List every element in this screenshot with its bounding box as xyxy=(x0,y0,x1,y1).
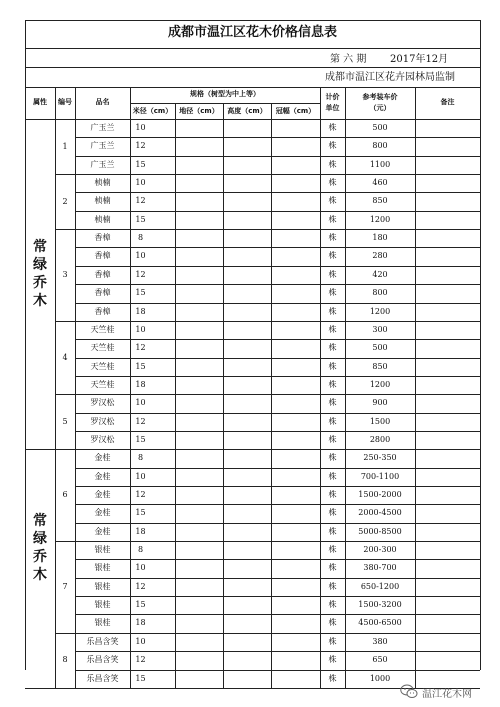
price-unit: 株 xyxy=(328,490,337,499)
item-name: 香樟 xyxy=(94,251,111,261)
item-name: 天竺桂 xyxy=(90,343,115,353)
item-name: 香樟 xyxy=(94,288,111,298)
price-unit: 株 xyxy=(328,581,337,591)
grid-hline xyxy=(75,339,480,340)
issue-date: 2017年12月 xyxy=(390,54,449,65)
price-unit: 株 xyxy=(328,526,337,536)
item-number: 4 xyxy=(62,352,68,362)
price-value: 1500 xyxy=(369,416,391,426)
price-unit: 株 xyxy=(328,123,337,132)
grid-hline xyxy=(55,174,75,175)
grid-vline xyxy=(130,87,131,688)
spec-diameter: 12 xyxy=(135,416,146,426)
spec-diameter: 12 xyxy=(135,581,146,591)
price-value: 1000 xyxy=(369,673,391,683)
price-value: 200-300 xyxy=(363,545,397,555)
price-unit: 株 xyxy=(328,508,337,518)
header-attribute: 属性 xyxy=(33,98,47,106)
item-name: 金桂 xyxy=(94,490,111,499)
item-name: 银桂 xyxy=(94,618,111,628)
grid-hline xyxy=(75,633,480,634)
price-value: 1500-3200 xyxy=(358,600,402,610)
grid-hline xyxy=(130,103,320,104)
grid-hline xyxy=(75,229,480,230)
price-value: 460 xyxy=(372,178,388,188)
spec-diameter: 8 xyxy=(137,453,144,463)
price-unit: 株 xyxy=(328,324,337,334)
item-name: 天竺桂 xyxy=(90,324,115,334)
price-value: 1200 xyxy=(369,379,391,389)
grid-vline xyxy=(345,87,346,688)
price-unit: 株 xyxy=(328,343,337,353)
item-number: 2 xyxy=(62,196,68,206)
item-name: 金桂 xyxy=(94,526,111,536)
price-value: 300 xyxy=(372,324,388,334)
spec-diameter: 12 xyxy=(135,655,146,665)
grid-vline xyxy=(271,103,272,688)
price-value: 250-350 xyxy=(363,453,397,463)
grid-hline xyxy=(75,211,480,212)
item-name: 金桂 xyxy=(94,471,111,481)
price-value: 2000-4500 xyxy=(358,508,402,518)
price-unit: 株 xyxy=(328,233,337,243)
item-name: 金桂 xyxy=(94,453,111,463)
header-price-line1: 参考装车价 xyxy=(362,93,398,101)
spec-diameter: 15 xyxy=(135,214,146,224)
item-name: 乐昌含笑 xyxy=(86,636,119,646)
grid-hline xyxy=(75,486,480,487)
grid-hline xyxy=(75,413,480,414)
item-name: 香樟 xyxy=(94,306,111,316)
spec-diameter: 8 xyxy=(137,545,144,555)
price-unit: 株 xyxy=(328,453,337,463)
spec-diameter: 10 xyxy=(135,636,146,646)
category-label: 常 绿 乔 木 xyxy=(33,239,47,309)
grid-vline xyxy=(320,87,321,688)
category-label: 常 绿 乔 木 xyxy=(33,513,47,583)
grid-hline xyxy=(75,559,480,560)
spec-diameter: 10 xyxy=(135,123,146,132)
price-value: 1500-2000 xyxy=(358,490,402,499)
grid-hline xyxy=(25,119,480,120)
header-price-line2: （元） xyxy=(369,104,391,112)
grid-hline xyxy=(75,321,480,322)
spec-diameter: 10 xyxy=(135,324,146,334)
price-unit: 株 xyxy=(328,379,337,389)
grid-vline xyxy=(223,103,224,688)
header-spec-ground-diameter: 地径（cm） xyxy=(179,107,219,115)
price-value: 500 xyxy=(372,343,388,353)
grid-hline xyxy=(55,321,75,322)
grid-vline xyxy=(175,103,176,688)
item-name: 天竺桂 xyxy=(90,361,115,371)
item-number: 1 xyxy=(62,141,68,151)
supervisor-note: 成都市温江区花卉园林局监制 xyxy=(325,72,455,83)
grid-hline xyxy=(75,523,480,524)
item-name: 香樟 xyxy=(94,269,111,279)
grid-hline xyxy=(55,633,75,634)
header-spec: 规格（树型为中上等） xyxy=(190,90,260,98)
grid-hline xyxy=(75,670,480,671)
item-name: 银桂 xyxy=(94,581,111,591)
price-unit: 株 xyxy=(328,416,337,426)
spec-diameter: 8 xyxy=(137,233,144,243)
grid-hline xyxy=(75,578,480,579)
grid-hline xyxy=(75,504,480,505)
spec-diameter: 18 xyxy=(135,526,146,536)
grid-vline xyxy=(75,87,76,688)
grid-hline xyxy=(25,87,480,88)
item-name: 广玉兰 xyxy=(90,159,115,169)
grid-hline xyxy=(75,449,480,450)
header-spec-diameter: 米径（cm） xyxy=(132,107,173,115)
item-name: 银桂 xyxy=(94,545,111,555)
grid-hline xyxy=(75,394,480,395)
spec-diameter: 10 xyxy=(135,563,146,573)
spec-diameter: 10 xyxy=(135,471,146,481)
grid-hline xyxy=(25,449,55,450)
watermark xyxy=(400,683,496,701)
item-name: 桢楠 xyxy=(94,214,111,224)
price-unit: 株 xyxy=(328,398,337,408)
spec-diameter: 12 xyxy=(135,269,146,279)
grid-hline xyxy=(55,229,75,230)
item-number: 6 xyxy=(62,490,68,500)
grid-hline xyxy=(75,174,480,175)
price-value: 900 xyxy=(372,398,388,408)
grid-hline xyxy=(75,192,480,193)
spec-diameter: 15 xyxy=(135,600,146,610)
price-value: 2800 xyxy=(369,434,391,444)
price-value: 500 xyxy=(372,123,388,132)
price-value: 380-700 xyxy=(363,563,397,573)
item-name: 乐昌含笑 xyxy=(86,655,119,665)
price-unit: 株 xyxy=(328,159,337,169)
grid-hline xyxy=(25,48,480,49)
item-name: 罗汉松 xyxy=(90,398,115,408)
grid-hline xyxy=(75,651,480,652)
price-value: 1100 xyxy=(369,159,391,169)
price-value: 800 xyxy=(372,288,388,298)
price-unit: 株 xyxy=(328,434,337,444)
item-name: 广玉兰 xyxy=(90,123,115,132)
price-unit: 株 xyxy=(328,600,337,610)
price-unit: 株 xyxy=(328,563,337,573)
price-unit: 株 xyxy=(328,178,337,188)
price-value: 700-1100 xyxy=(360,471,400,481)
spec-diameter: 12 xyxy=(135,141,146,151)
price-unit: 株 xyxy=(328,214,337,224)
price-value: 850 xyxy=(372,196,388,206)
grid-hline xyxy=(75,137,480,138)
item-number: 3 xyxy=(62,269,68,279)
grid-hline xyxy=(75,284,480,285)
price-unit: 株 xyxy=(328,288,337,298)
header-name: 品名 xyxy=(95,98,110,106)
price-value: 420 xyxy=(372,269,388,279)
grid-hline xyxy=(25,20,480,21)
grid-hline xyxy=(75,358,480,359)
price-unit: 株 xyxy=(328,636,337,646)
grid-hline xyxy=(75,614,480,615)
header-unit-line1: 计价 xyxy=(325,93,340,101)
spec-diameter: 10 xyxy=(135,178,146,188)
spec-diameter: 15 xyxy=(135,673,146,683)
item-name: 广玉兰 xyxy=(90,141,115,151)
price-unit: 株 xyxy=(328,471,337,481)
grid-hline xyxy=(75,156,480,157)
price-value: 650-1200 xyxy=(360,581,400,591)
spec-diameter: 18 xyxy=(135,379,146,389)
item-name: 罗汉松 xyxy=(90,434,115,444)
item-number: 5 xyxy=(62,416,68,426)
item-name: 天竺桂 xyxy=(90,379,115,389)
header-spec-crown: 冠幅（cm） xyxy=(275,107,316,115)
price-value: 1200 xyxy=(369,306,391,316)
spec-diameter: 15 xyxy=(135,361,146,371)
spec-diameter: 18 xyxy=(135,618,146,628)
header-number: 编号 xyxy=(58,98,72,106)
price-value: 800 xyxy=(372,141,388,151)
grid-hline xyxy=(75,376,480,377)
price-unit: 株 xyxy=(328,545,337,555)
grid-hline xyxy=(75,468,480,469)
spec-diameter: 12 xyxy=(135,490,146,499)
grid-vline xyxy=(415,87,416,688)
spec-diameter: 15 xyxy=(135,508,146,518)
price-unit: 株 xyxy=(328,141,337,151)
item-name: 桢楠 xyxy=(94,178,111,188)
grid-hline xyxy=(75,596,480,597)
spec-diameter: 15 xyxy=(135,434,146,444)
price-unit: 株 xyxy=(328,306,337,316)
grid-hline xyxy=(55,449,75,450)
header-remark: 备注 xyxy=(440,98,455,106)
header-unit-line2: 单位 xyxy=(325,104,340,112)
spec-diameter: 15 xyxy=(135,288,146,298)
grid-vline xyxy=(480,20,481,670)
grid-hline xyxy=(75,431,480,432)
grid-hline xyxy=(55,394,75,395)
spec-diameter: 12 xyxy=(135,343,146,353)
grid-vline xyxy=(55,87,56,688)
price-value: 5000-8500 xyxy=(358,526,402,536)
price-value: 850 xyxy=(372,361,388,371)
price-value: 1200 xyxy=(369,214,391,224)
item-name: 银桂 xyxy=(94,600,111,610)
item-number: 7 xyxy=(62,581,68,591)
grid-hline xyxy=(75,303,480,304)
spec-diameter: 12 xyxy=(135,196,146,206)
price-unit: 株 xyxy=(328,673,337,683)
item-name: 乐昌含笑 xyxy=(86,673,119,683)
grid-hline xyxy=(75,541,480,542)
header-spec-height: 高度（cm） xyxy=(227,107,267,115)
price-unit: 株 xyxy=(328,361,337,371)
price-unit: 株 xyxy=(328,618,337,628)
watermark-text: 温江花木网 xyxy=(422,689,472,700)
spec-diameter: 10 xyxy=(135,398,146,408)
issue-period: 第 六 期 xyxy=(330,54,367,65)
wechat-icon xyxy=(400,684,418,699)
price-value: 4500-6500 xyxy=(358,618,402,628)
grid-hline xyxy=(55,541,75,542)
spec-diameter: 15 xyxy=(135,159,146,169)
page-title: 成都市温江区花木价格信息表 xyxy=(167,25,337,40)
price-unit: 株 xyxy=(328,269,337,279)
item-name: 罗汉松 xyxy=(90,416,115,426)
price-value: 280 xyxy=(372,251,388,261)
grid-hline xyxy=(75,266,480,267)
item-name: 银桂 xyxy=(94,563,111,573)
price-unit: 株 xyxy=(328,251,337,261)
spec-diameter: 10 xyxy=(135,251,146,261)
item-name: 金桂 xyxy=(94,508,111,518)
spec-diameter: 18 xyxy=(135,306,146,316)
price-value: 380 xyxy=(372,636,388,646)
price-value: 650 xyxy=(372,655,388,665)
price-unit: 株 xyxy=(328,655,337,665)
price-unit: 株 xyxy=(328,196,337,206)
price-value: 180 xyxy=(372,233,388,243)
grid-hline xyxy=(25,67,480,68)
item-name: 香樟 xyxy=(94,233,111,243)
grid-vline xyxy=(25,20,26,670)
grid-hline xyxy=(75,247,480,248)
item-name: 桢楠 xyxy=(94,196,111,206)
item-number: 8 xyxy=(62,655,68,665)
